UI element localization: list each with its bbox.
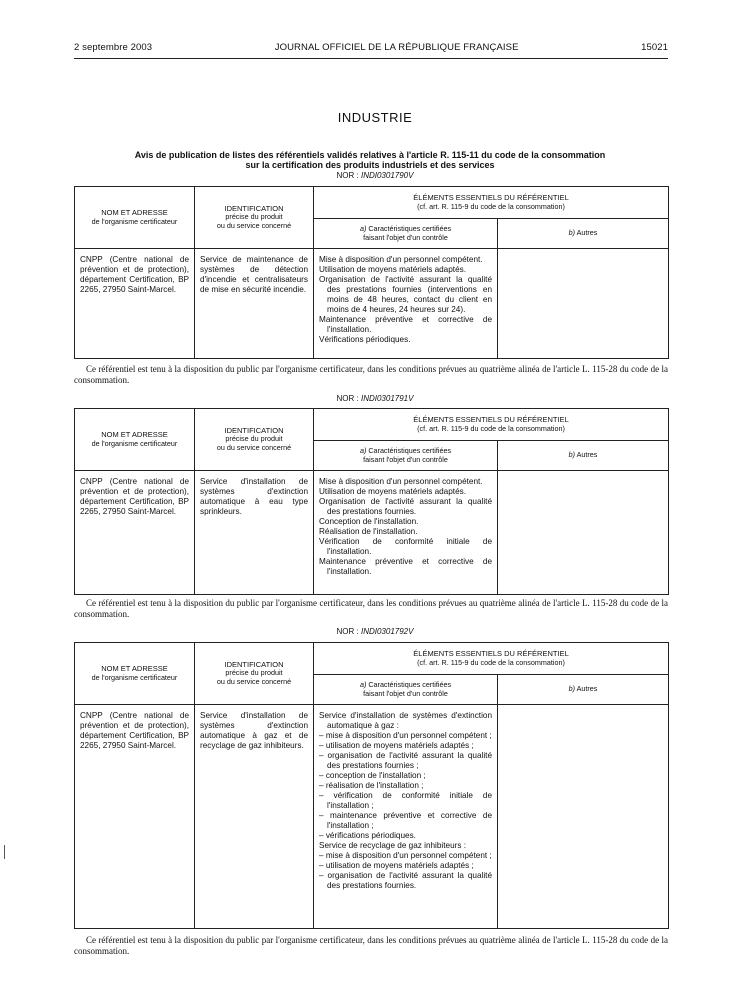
- col-header-nom-title: NOM ET ADRESSE: [101, 664, 168, 673]
- col-header-nom-sub: de l'organisme certificateur: [91, 672, 178, 682]
- cell-identification: Service d'installation de systèmes d'extinction automatique à gaz et de recyclage de gaz inhibiteurs.: [195, 705, 314, 929]
- list-item: Organisation de l'activité assurant la qualité des prestations fournies.: [319, 497, 492, 516]
- list-item: – conception de l'installation ;: [319, 771, 426, 780]
- col-header-ident-sub1: précise du produit: [225, 434, 283, 444]
- col-header-a-prefix: a): [359, 680, 367, 689]
- col-header-nom-title: NOM ET ADRESSE: [101, 430, 168, 439]
- nor-code: INDI0301792V: [360, 627, 414, 636]
- list-item: Réalisation de l'installation.: [319, 527, 418, 536]
- cell-caracteristiques: [314, 471, 498, 595]
- col-header-identification: [195, 643, 314, 705]
- col-header-elements-title: ÉLÉMENTS ESSENTIELS DU RÉFÉRENTIEL: [413, 649, 569, 658]
- col-header-nom: [75, 187, 195, 249]
- col-header-b-label: Autres: [575, 228, 598, 238]
- col-header-elements: [314, 409, 669, 441]
- list-item: – mise à disposition d'un personnel compétent ;: [319, 731, 492, 740]
- list-group-heading: Service de recyclage de gaz inhibiteurs :: [319, 841, 466, 850]
- col-header-ident-sub2: ou du service concerné: [216, 676, 292, 686]
- col-header-b-prefix: b): [568, 228, 576, 238]
- nor-code: INDI0301791V: [360, 394, 414, 403]
- nor-reference: [0, 394, 750, 403]
- list-item: – organisation de l'activité assurant la qualité des prestations fournies.: [319, 871, 492, 890]
- header-page-number: 15021: [641, 42, 668, 53]
- cell-caracteristiques: [314, 705, 498, 929]
- col-header-a-line2: faisant l'objet d'un contrôle: [363, 232, 448, 242]
- col-header-a: [314, 219, 498, 249]
- cell-autres: [498, 705, 669, 929]
- col-header-b-prefix: b): [568, 450, 576, 460]
- footnote: Ce référentiel est tenu à la disposition du public par l'organisme certificateur, dans les conditions prévues au quatrième alinéa de l'article L. 115-28 du code de la consommation.: [74, 364, 668, 385]
- col-header-elements-title: ÉLÉMENTS ESSENTIELS DU RÉFÉRENTIEL: [413, 415, 569, 424]
- list-item: Conception de l'installation.: [319, 517, 419, 526]
- col-header-ident-sub2: ou du service concerné: [216, 442, 292, 452]
- nor-label: NOR :: [336, 627, 359, 636]
- nor-reference: [0, 627, 750, 636]
- referentiel-table-1: [74, 186, 669, 359]
- list-item: – vérifications périodiques.: [319, 831, 416, 840]
- nor-label: NOR :: [336, 394, 359, 403]
- col-header-nom-sub: de l'organisme certificateur: [91, 438, 178, 448]
- col-header-elements-sub: (cf. art. R. 115-9 du code de la consommation): [417, 201, 565, 211]
- col-header-b: [498, 219, 669, 249]
- cell-organisme: CNPP (Centre national de prévention et de protection), département Certification, BP 2265, 27950 Saint-Marcel.: [75, 471, 195, 595]
- header-journal-title: JOURNAL OFFICIEL DE LA RÉPUBLIQUE FRANÇAISE: [274, 42, 519, 53]
- list-group-heading: Service d'installation de systèmes d'extinction automatique à gaz :: [319, 711, 492, 730]
- list-item: Vérifications périodiques.: [319, 335, 411, 344]
- col-header-a-line1: Caractéristiques certifiées: [366, 446, 452, 455]
- margin-mark: [4, 845, 5, 859]
- col-header-ident-title: IDENTIFICATION: [224, 425, 284, 435]
- list-item: Vérification de conformité initiale de l'installation.: [319, 537, 492, 556]
- col-header-a-line2: faisant l'objet d'un contrôle: [363, 688, 448, 698]
- list-item: – vérification de conformité initiale de l'installation ;: [319, 791, 492, 810]
- referentiel-table-2: [74, 408, 669, 595]
- header-rule: [74, 58, 668, 59]
- header-date: 2 septembre 2003: [74, 42, 153, 53]
- col-header-ident-title: IDENTIFICATION: [224, 659, 284, 669]
- cell-organisme: CNPP (Centre national de prévention et de protection), département Certification, BP 2265, 27950 Saint-Marcel.: [75, 705, 195, 929]
- col-header-a: [314, 441, 498, 471]
- col-header-a-prefix: a): [359, 446, 367, 455]
- col-header-ident-title: IDENTIFICATION: [224, 203, 284, 213]
- col-header-b-prefix: b): [568, 684, 576, 694]
- col-header-a-line2: faisant l'objet d'un contrôle: [363, 454, 448, 464]
- col-header-b: [498, 441, 669, 471]
- cell-identification: Service d'installation de systèmes d'extinction automatique à eau type sprinkleurs.: [195, 471, 314, 595]
- list-item: – utilisation de moyens matériels adaptés ;: [319, 861, 474, 870]
- list-item: Utilisation de moyens matériels adaptés.: [319, 487, 466, 496]
- col-header-a-line1: Caractéristiques certifiées: [366, 680, 452, 689]
- col-header-elements-sub: (cf. art. R. 115-9 du code de la consommation): [417, 423, 565, 433]
- col-header-elements: [314, 643, 669, 675]
- section-title: INDUSTRIE: [337, 110, 413, 125]
- col-header-b-label: Autres: [575, 684, 598, 694]
- list-item: – maintenance préventive et corrective de l'installation ;: [319, 811, 492, 830]
- col-header-elements-sub: (cf. art. R. 115-9 du code de la consommation): [417, 657, 565, 667]
- footnote: Ce référentiel est tenu à la disposition du public par l'organisme certificateur, dans les conditions prévues au quatrième alinéa de l'article L. 115-28 du code de la consommation.: [74, 935, 668, 956]
- col-header-identification: [195, 409, 314, 471]
- cell-caracteristiques: [314, 249, 498, 359]
- col-header-ident-sub1: précise du produit: [225, 212, 283, 222]
- referentiel-table-3: [74, 642, 669, 929]
- col-header-identification: [195, 187, 314, 249]
- list-item: – réalisation de l'installation ;: [319, 781, 424, 790]
- nor-label: NOR :: [336, 171, 359, 180]
- list-item: – organisation de l'activité assurant la qualité des prestations fournies ;: [319, 751, 492, 770]
- nor-reference: [0, 171, 750, 180]
- col-header-a-prefix: a): [359, 224, 367, 233]
- col-header-elements-title: ÉLÉMENTS ESSENTIELS DU RÉFÉRENTIEL: [413, 193, 569, 202]
- page-header: [74, 42, 668, 56]
- col-header-nom: [75, 409, 195, 471]
- footnote: Ce référentiel est tenu à la disposition du public par l'organisme certificateur, dans les conditions prévues au quatrième alinéa de l'article L. 115-28 du code de la consommation.: [74, 598, 668, 619]
- notice-title-line2: sur la certification des produits industriels et des services: [245, 160, 495, 170]
- cell-identification: Service de maintenance de systèmes de détection d'incendie et centralisateurs de mise en sécurité incendie.: [195, 249, 314, 359]
- col-header-ident-sub2: ou du service concerné: [216, 220, 292, 230]
- col-header-a: [314, 675, 498, 705]
- notice-title: [60, 150, 680, 170]
- list-item: Organisation de l'activité assurant la qualité des prestations fournies (interventions en moins de 48 heures, contact du client en moins de 4 heures, 24 heures sur 24).: [319, 275, 492, 314]
- list-item: Utilisation de moyens matériels adaptés.: [319, 265, 466, 274]
- cell-organisme: CNPP (Centre national de prévention et de protection), département Certification, BP 2265, 27950 Saint-Marcel.: [75, 249, 195, 359]
- list-item: Mise à disposition d'un personnel compétent.: [319, 477, 483, 486]
- col-header-elements: [314, 187, 669, 219]
- cell-autres: [498, 471, 669, 595]
- nor-code: INDI0301790V: [360, 171, 414, 180]
- cell-autres: [498, 249, 669, 359]
- col-header-nom: [75, 643, 195, 705]
- col-header-a-line1: Caractéristiques certifiées: [366, 224, 452, 233]
- col-header-b: [498, 675, 669, 705]
- col-header-ident-sub1: précise du produit: [225, 668, 283, 678]
- list-item: Maintenance préventive et corrective de l'installation.: [319, 557, 492, 576]
- col-header-nom-sub: de l'organisme certificateur: [91, 216, 178, 226]
- col-header-nom-title: NOM ET ADRESSE: [101, 208, 168, 217]
- col-header-b-label: Autres: [575, 450, 598, 460]
- list-item: – utilisation de moyens matériels adaptés ;: [319, 741, 474, 750]
- list-item: – mise à disposition d'un personnel compétent ;: [319, 851, 492, 860]
- notice-title-line1: Avis de publication de listes des référentiels validés relatives à l'article R. 115-11 du code de la consommation: [134, 150, 606, 160]
- list-item: Mise à disposition d'un personnel compétent.: [319, 255, 483, 264]
- list-item: Maintenance préventive et corrective de l'installation.: [319, 315, 492, 334]
